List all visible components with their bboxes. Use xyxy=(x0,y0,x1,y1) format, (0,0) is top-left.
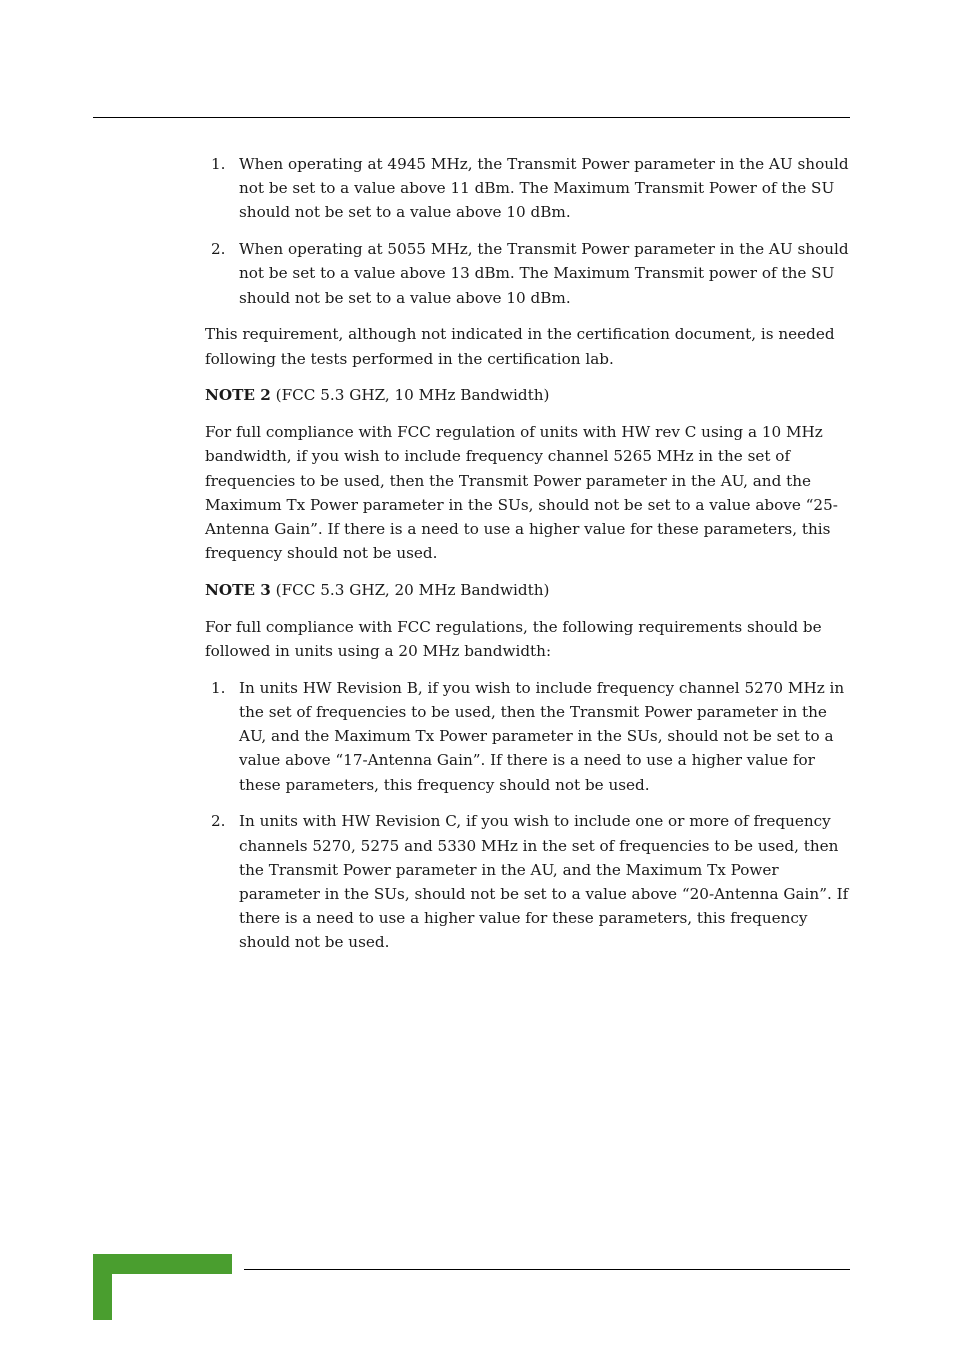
header-rule xyxy=(93,117,850,118)
power-limits-list xyxy=(205,152,850,310)
note2-label: NOTE 2 xyxy=(205,386,271,405)
list-item-text: In units with HW Revision C, if you wish to include one or more of frequency channels 5270, 5275 and 5330 MHz in the set of frequencies to be used, then the Transmit Power parameter in the AU, and the Maximum Tx Power parameter in the SUs, should not be set to a value above “20-Antenna Gain”. If there is a need to use a higher value for these parameters, this frequency should not be used. xyxy=(239,812,849,952)
list-item-text: When operating at 4945 MHz, the Transmit Power parameter in the AU should not be set to a value above 11 dBm. The Maximum Transmit Power of the SU should not be set to a value above 10 dBm. xyxy=(239,155,849,222)
list-item xyxy=(205,676,850,797)
note3-heading xyxy=(205,578,850,602)
list-item xyxy=(205,237,850,310)
requirement-paragraph: This requirement, although not indicated in the certification document, is needed following the tests performed in the certification lab. xyxy=(205,325,835,368)
list-number: 1. xyxy=(211,678,226,697)
note2-body: For full compliance with FCC regulation of units with HW rev C using a 10 MHz bandwidth, if you wish to include frequency channel 5265 MHz in the set of frequencies to be used, then the Transmit Power parameter in the AU, and the Maximum Tx Power parameter in the SUs, should not be set to a value above “25-Antenna Gain”. If there is a need to use a higher value for these parameters, this frequency should not be used. xyxy=(205,423,838,563)
list-item-text: When operating at 5055 MHz, the Transmit Power parameter in the AU should not be set to a value above 13 dBm. The Maximum Transmit power of the SU should not be set to a value above 10 dBm. xyxy=(239,240,849,307)
list-item xyxy=(205,809,850,954)
page-body xyxy=(205,152,850,967)
list-item-text: In units HW Revision B, if you wish to include frequency channel 5270 MHz in the set of frequencies to be used, then the Transmit Power parameter in the AU, and the Maximum Tx Power parameter in the SUs, should not be set to a value above “17-Antenna Gain”. If there is a need to use a higher value for these parameters, this frequency should not be used. xyxy=(239,678,845,794)
note3-subtitle: (FCC 5.3 GHZ, 20 MHz Bandwidth) xyxy=(270,581,550,600)
note2-subtitle: (FCC 5.3 GHZ, 10 MHz Bandwidth) xyxy=(270,386,550,405)
footer-accent-bar-horizontal xyxy=(93,1254,232,1274)
note3-label: NOTE 3 xyxy=(205,581,271,600)
note2-heading xyxy=(205,383,850,407)
revision-requirements-list xyxy=(205,676,850,955)
list-number: 2. xyxy=(211,812,226,831)
list-number: 2. xyxy=(211,240,226,259)
list-number: 1. xyxy=(211,155,226,173)
footer-rule xyxy=(244,1269,850,1270)
note3-body: For full compliance with FCC regulations, the following requirements should be followed in units using a 20 MHz bandwidth: xyxy=(205,617,822,661)
list-item xyxy=(205,152,850,225)
